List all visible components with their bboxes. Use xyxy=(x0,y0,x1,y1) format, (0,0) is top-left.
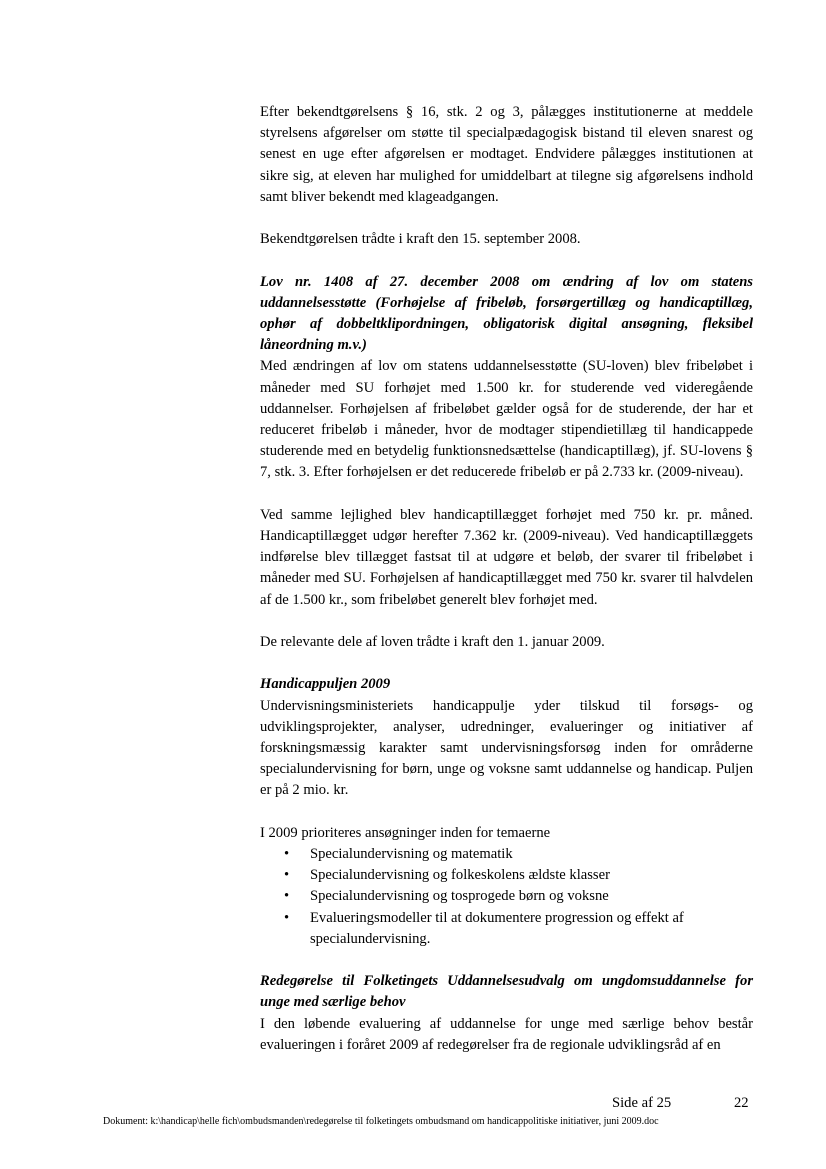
paragraph-priorities-intro: I 2009 prioriteres ansøgninger inden for temaerne xyxy=(260,824,551,841)
list-item: • Specialundervisning og folkeskolens ældste klasser xyxy=(310,865,753,886)
page-label: Side af 25 xyxy=(612,1095,672,1111)
heading-handicappuljen: Handicappuljen 2009 xyxy=(260,676,391,693)
paragraph-handicappulje: Undervisningsministeriets handicappulje yder tilskud til forsøgs- og udviklingsprojekter, analyser, udredninger, evalueringer og initiativer af forskningsmæssig karakter samt undervisningsforsøg inden for områderne specialundervisning for børn, unge og voksne samt uddannelse og handicap. Puljen er på 2 mio. kr. xyxy=(260,697,753,799)
list-item: • Specialundervisning og tosprogede børn og voksne xyxy=(310,886,753,907)
document-path: Dokument: k:\handicap\helle fich\ombudsmanden\redegørelse til folketingets ombudsmand om handicappolitiske initiativer, juni 2009.doc xyxy=(103,1116,659,1127)
list-item: • Specialundervisning og matematik xyxy=(310,844,753,865)
paragraph-instructions: Efter bekendtgørelsens § 16, stk. 2 og 3, pålægges institutionerne at meddele styrelsens afgørelser om støtte til specialpædagogisk bistand til eleven snarest og senest en uge efter afgørelsen er modtaget. Endvidere pålægges institutionen at sikre sig, at eleven har mulighed for umiddelbart at tilegne sig afgørelsens indhold samt bliver bekendt med klageadgangen. xyxy=(260,104,753,205)
bullet-icon: • xyxy=(284,888,290,905)
page-number: 22 xyxy=(734,1095,749,1111)
priority-list xyxy=(260,844,753,950)
paragraph-su-law-change: Med ændringen af lov om statens uddannelsesstøtte (SU-loven) blev fribeløbet i måneder med SU forhøjet med 1.500 kr. for studerende ved videregående uddannelser. Forhøjelsen af fribeløbet gælder også for de studerende, der har et reduceret fribeløb i måneder, hvor de modtager stipendietillæg til handicappede studerende med en betydelig funktionsnedsættelse (handicaptillæg), jf. SU-lovens § 7, stk. 3. Efter forhøjelsen er det reducerede fribeløb er på 2.733 kr. (2009-niveau). xyxy=(260,358,753,481)
paragraph-effective-date-1: Bekendtgørelsen trådte i kraft den 15. september 2008. xyxy=(260,231,581,248)
heading-redegorelse: Redegørelse til Folketingets Uddannelsesudvalg om ungdomsuddannelse for unge med særlige behov xyxy=(260,973,753,1011)
bullet-icon: • xyxy=(284,867,290,884)
paragraph-effective-date-2: De relevante dele af loven trådte i kraft den 1. januar 2009. xyxy=(260,634,605,651)
list-item: • Evalueringsmodeller til at dokumentere progression og effekt af specialundervisning. xyxy=(284,909,684,947)
heading-law-1408: Lov nr. 1408 af 27. december 2008 om ændring af lov om statens uddannelsesstøtte (Forhøjelse af fribeløb, forsørgertillæg og handicaptillæg, ophør af dobbeltklipordningen, obligatorisk digital ansøgning, fleksibel låneordning m.v.) xyxy=(260,273,753,354)
page-body xyxy=(260,102,753,1056)
bullet-icon: • xyxy=(284,909,290,926)
paragraph-handicap-supplement: Ved samme lejlighed blev handicaptillægget forhøjet med 750 kr. pr. måned. Handicaptillægget udgør herefter 7.362 kr. (2009-niveau). Ved handicaptillæggets indførelse blev tillægget fastsat til at udgøre et beløb, der svarer til fribeløbet i måneder med SU. Forhøjelsen af handicaptillægget med 750 kr. svarer til halvdelen af de 1.500 kr., som fribeløbet generelt blev forhøjet med. xyxy=(260,506,753,608)
paragraph-evaluation: I den løbende evaluering af uddannelse for unge med særlige behov består evalueringen i foråret 2009 af redegørelser fra de regionale udviklingsråd af en xyxy=(260,1015,753,1053)
bullet-icon: • xyxy=(284,846,290,863)
